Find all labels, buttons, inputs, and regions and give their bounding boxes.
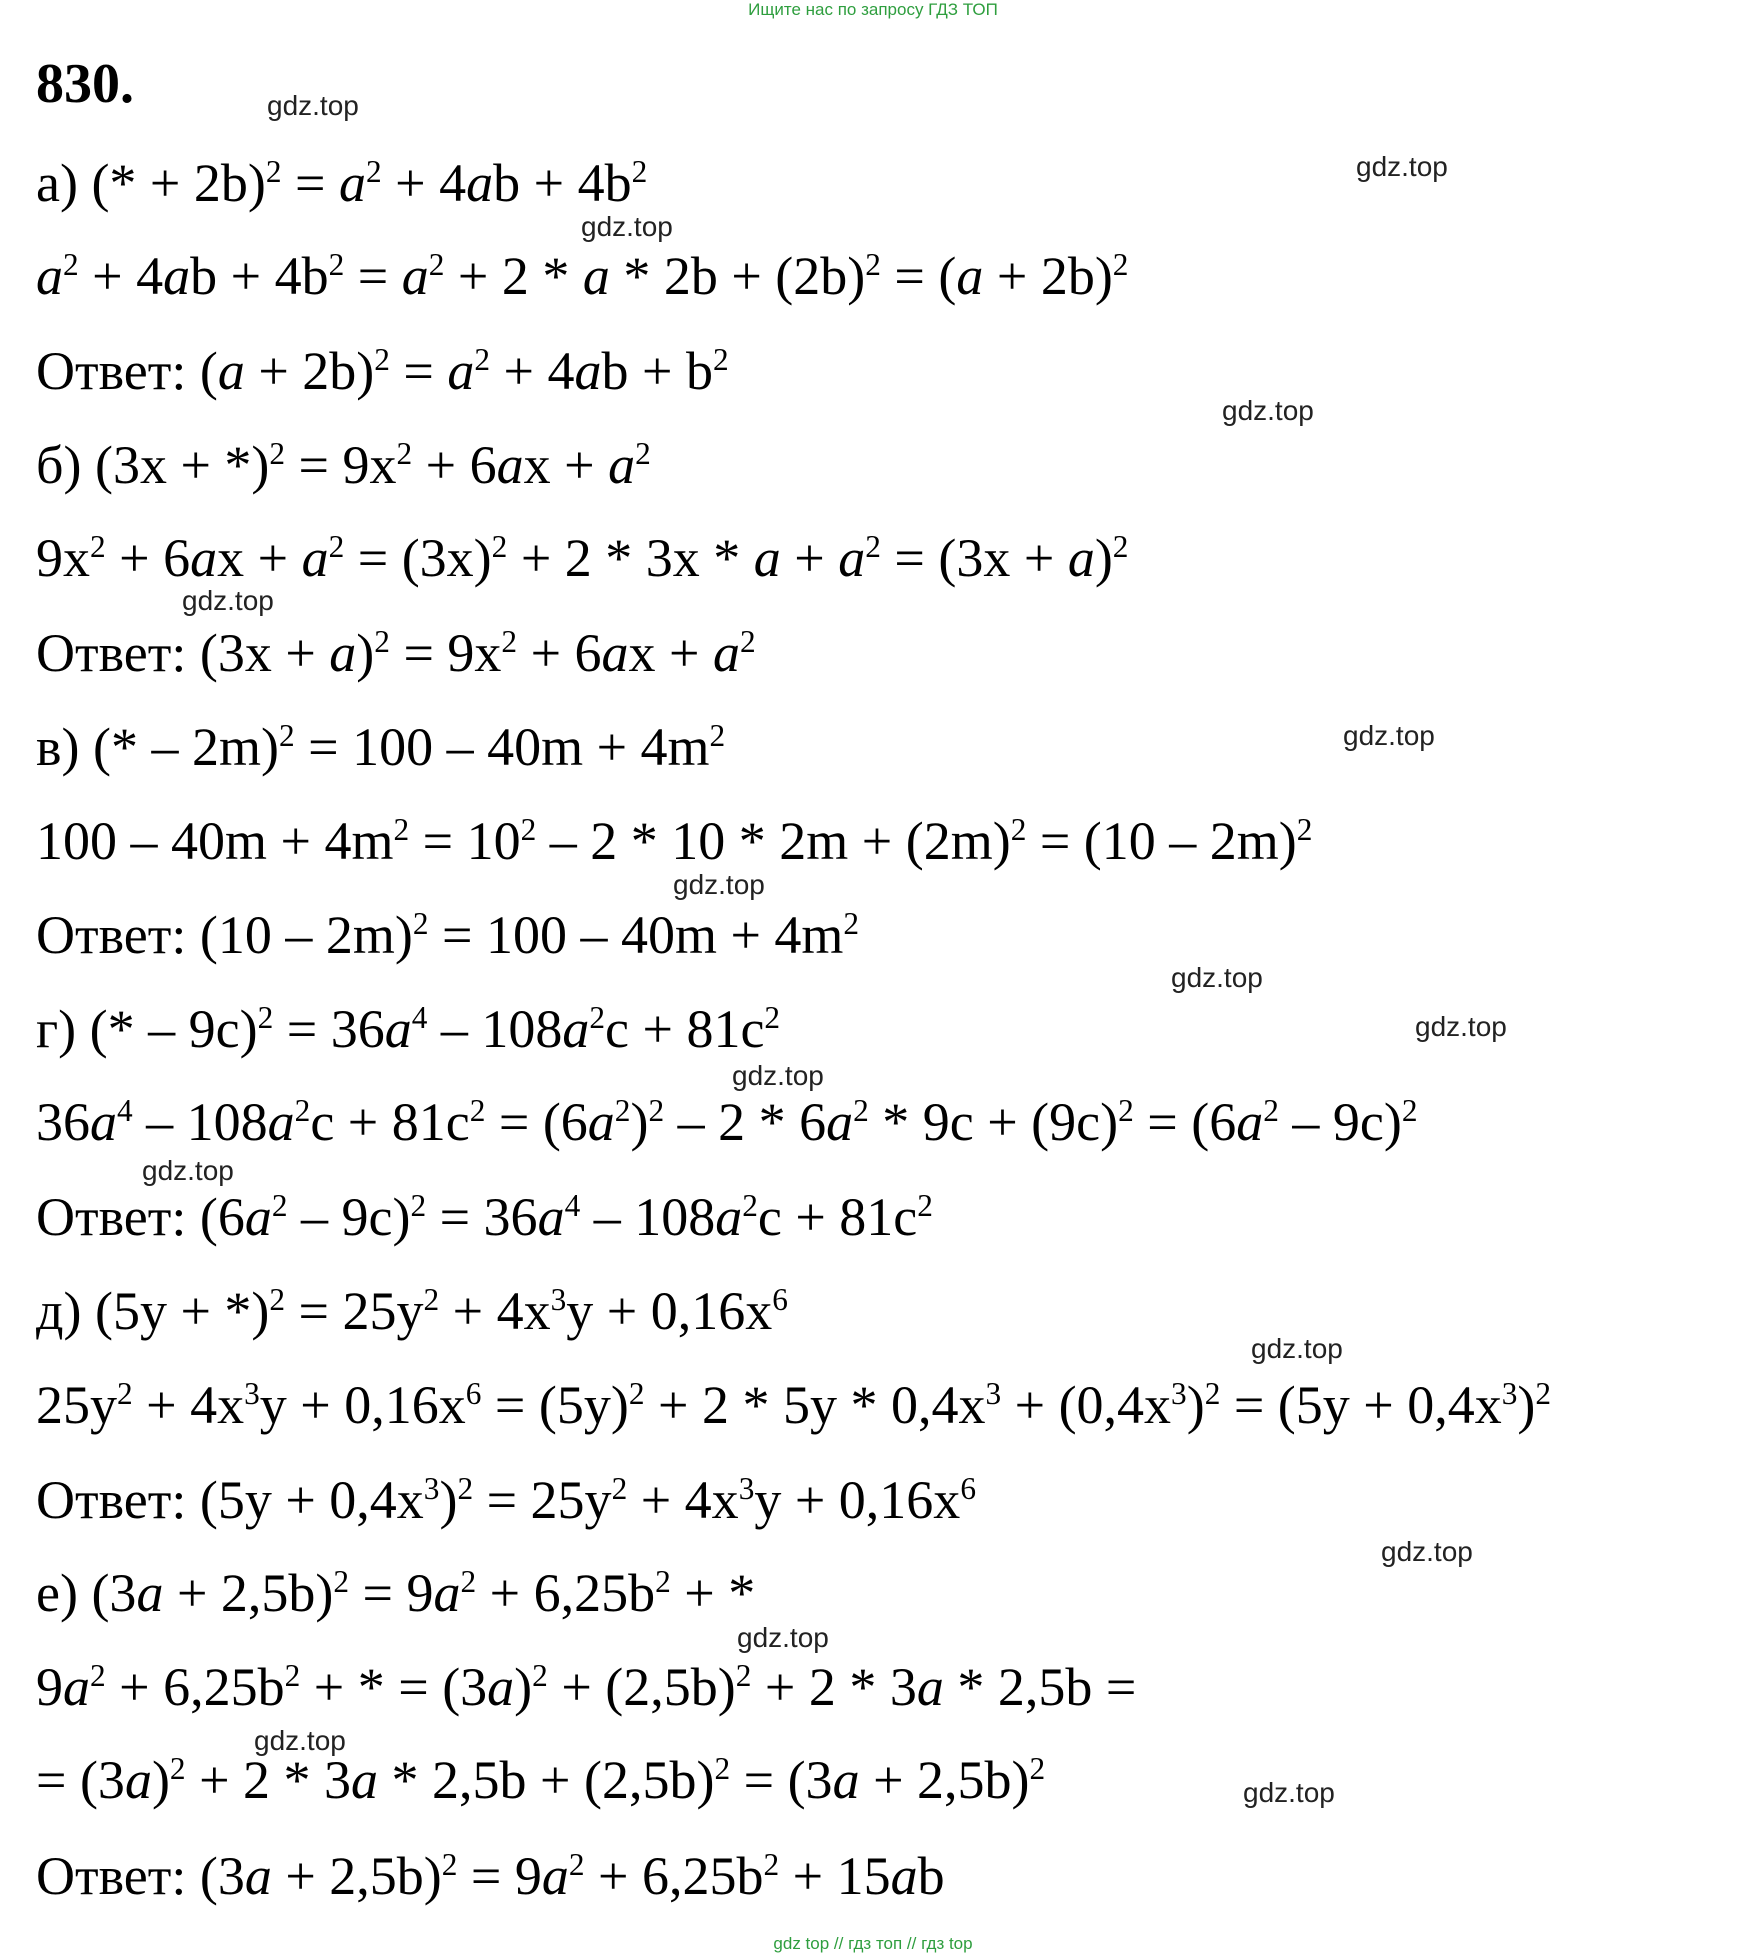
- answer-line-b: Ответ: $(3x + a)^2 = 9x^2 + 6ax + a^2$: [36, 623, 756, 683]
- watermark: gdz.top: [1243, 1777, 1335, 1808]
- problem-number: 830.: [36, 53, 134, 115]
- watermark: gdz.top: [1251, 1333, 1343, 1364]
- watermark: gdz.top: [1222, 395, 1314, 426]
- math-line-10: г) (* – $9c)^2 = 36a^4 - 108a^2c + 81c^2$: [36, 999, 781, 1059]
- math-line-16: е) $(3a + 2,5b)^2 = 9a^2 + 6,25b^2$ + *: [36, 1563, 756, 1623]
- math-line-4: б) $(3x + *)^2 = 9x^2 + 6ax + a^2$: [36, 435, 651, 495]
- math-line-13: д) $(5y + *)^2 = 25y^2 + 4x^3y + 0,16x^6$: [36, 1281, 788, 1341]
- footer-links: gdz top // гдз топ // гдз top: [773, 1934, 973, 1953]
- math-line-18: = $(3a)^2 + 2 * 3a * 2,5b + (2,5b)^2 = (3a + 2,5b)^2$: [36, 1750, 1046, 1810]
- math-line-1: а) (* + $2b)^2 = a^2 + 4ab + 4b^2$: [36, 153, 648, 213]
- math-line-14: $25y^2 + 4x^3y + 0,16x^6 = (5y)^2 + 2 * 5y * 0,4x^3 + (0,4x^3)^2 = (5y + 0,4x^3)^2$: [36, 1375, 1552, 1435]
- answer-line-a: Ответ: $(a + 2b)^2 = a^2 + 4ab + b^2$: [36, 341, 729, 401]
- watermark: gdz.top: [254, 1725, 346, 1756]
- watermark: gdz.top: [267, 90, 359, 121]
- answer-line-d: Ответ: $(5y + 0,4x^3)^2 = 25y^2 + 4x^3y + 0,16x^6$: [36, 1470, 976, 1530]
- watermark: gdz.top: [732, 1060, 824, 1091]
- watermark: gdz.top: [1381, 1536, 1473, 1567]
- answer-line-e: Ответ: $(3a + 2,5b)^2 = 9a^2 + 6,25b^2 + 15ab$: [36, 1846, 945, 1906]
- math-line-11: $36a^4 - 108a^2c + 81c^2 = (6a^2)^2 - 2 * 6a^2 * 9c + (9c)^2 = (6a^2 - 9c)^2$: [36, 1092, 1418, 1152]
- math-line-7: в) (* – $2m)^2 = 100 - 40m + 4m^2$: [36, 717, 726, 777]
- watermark: gdz.top: [673, 869, 765, 900]
- header-banner: Ищите нас по запросу ГДЗ ТОП: [748, 0, 998, 19]
- watermark: gdz.top: [1356, 151, 1448, 182]
- math-line-5: $9x^2 + 6ax + a^2 = (3x)^2 + 2 * 3x * a + a^2 = (3x + a)^2$: [36, 528, 1129, 588]
- watermark: gdz.top: [142, 1155, 234, 1186]
- watermark: gdz.top: [182, 585, 274, 616]
- watermark: gdz.top: [581, 211, 673, 242]
- math-line-8: $100 - 40m + 4m^2 = 10^2 - 2 * 10 * 2m + (2m)^2 = (10 - 2m)^2$: [36, 811, 1313, 871]
- watermark: gdz.top: [1343, 720, 1435, 751]
- watermark: gdz.top: [737, 1622, 829, 1653]
- answer-line-v: Ответ: $(10 - 2m)^2 = 100 - 40m + 4m^2$: [36, 905, 860, 965]
- watermark: gdz.top: [1415, 1011, 1507, 1042]
- math-line-17: $9a^2 + 6,25b^2$ + * = $(3a)^2 + (2,5b)^2 + 2 * 3a * 2,5b$ =: [36, 1657, 1137, 1717]
- math-line-2: $a^2 + 4ab + 4b^2 = a^2 + 2 * a * 2b + (2b)^2 = (a + 2b)^2$: [36, 246, 1129, 306]
- watermark: gdz.top: [1171, 962, 1263, 993]
- answer-line-g: Ответ: $(6a^2 - 9c)^2 = 36a^4 - 108a^2c + 81c^2$: [36, 1187, 933, 1247]
